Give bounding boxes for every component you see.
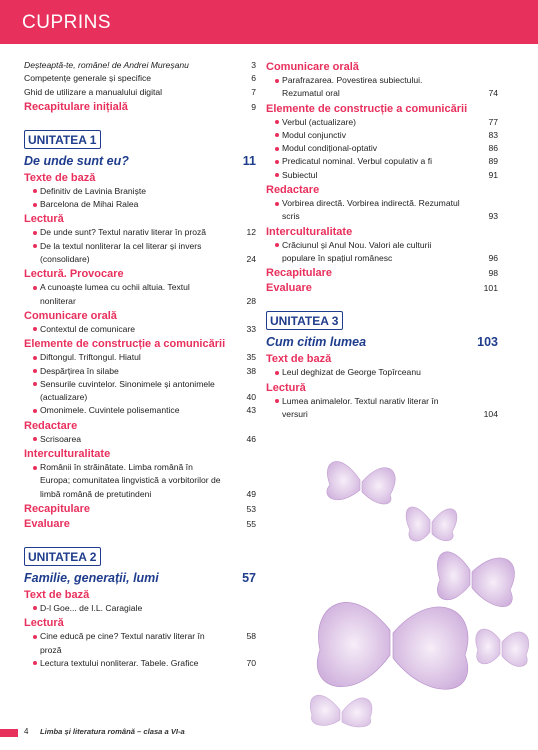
toc-entry-text: Omonimele. Cuvintele polisemantice — [40, 405, 180, 416]
toc-entry[interactable] — [24, 365, 256, 378]
toc-entry-page: 9 — [251, 101, 256, 112]
toc-entry-page: 74 — [488, 88, 498, 99]
toc-section-evaluare[interactable]: Evaluare 101 — [266, 282, 498, 295]
toc-entry-text: A cunoaște lumea cu ochii altuia. Textul nonliterar — [40, 282, 190, 306]
toc-entry[interactable] — [24, 378, 256, 405]
toc-entry-text: Crăciunul și Anul Nou. Valori ale culturii populare în spațiul românesc — [282, 239, 432, 263]
toc-entry-page: 35 — [246, 352, 256, 363]
toc-entry[interactable] — [266, 366, 498, 379]
toc-entry-page: 91 — [488, 169, 498, 180]
toc-entry[interactable] — [24, 281, 256, 308]
toc-entry[interactable] — [24, 323, 256, 336]
toc-entry[interactable] — [24, 72, 256, 85]
toc-entry-page: 58 — [246, 631, 256, 642]
toc-entry-text: Sensurile cuvintelor. Sinonimele și antonimele (actualizare) — [40, 378, 215, 403]
toc-entry-page: 83 — [488, 129, 498, 140]
section-heading: Text de bază — [24, 588, 90, 601]
unit-title-3[interactable]: Cum citim lumea 103 — [266, 335, 498, 350]
butterfly-icon — [437, 552, 514, 607]
page-title: CUPRINS — [22, 12, 112, 33]
toc-entry-text: Vorbirea directă. Vorbirea indirectă. Rezumatul scris — [282, 198, 460, 222]
unit-title-2[interactable]: Familie, generații, lumi 57 — [24, 570, 256, 585]
section-heading: Comunicare orală — [24, 309, 117, 322]
toc-entry-text: De unde sunt? Textul narativ literar în proză — [40, 227, 207, 238]
toc-entry-text: Despărțirea în silabe — [40, 365, 119, 376]
toc-entry[interactable] — [24, 351, 256, 364]
section-heading: Elemente de construcție a comunicării — [24, 338, 226, 351]
toc-entry[interactable] — [24, 433, 256, 446]
section-heading: Lectură. Provocare — [24, 268, 124, 281]
footer-book-title: Limba și literatura română – clasa a VI-a — [40, 727, 185, 736]
toc-column-right — [266, 59, 498, 421]
toc-entry[interactable] — [24, 630, 256, 657]
butterfly-icon — [406, 507, 457, 541]
unit-label-1: UNITATEA 1 — [24, 130, 101, 149]
toc-entry[interactable] — [24, 657, 256, 670]
section-heading: Interculturalitate — [24, 448, 111, 461]
section-heading: Redactare — [266, 184, 320, 197]
toc-entry-text: Leul deghizat de George Topîrceanu — [282, 367, 421, 378]
toc-entry[interactable] — [266, 239, 498, 266]
toc-entry-text: Verbul (actualizare) — [282, 116, 357, 127]
toc-entry-text: Competențe generale și specifice — [24, 73, 152, 84]
toc-entry-text: Lectura textului nonliterar. Tabele. Grafice — [40, 657, 199, 668]
unit-label-3: UNITATEA 3 — [266, 311, 343, 330]
section-heading: Elemente de construcție a comunicării — [266, 102, 468, 115]
toc-entry[interactable] — [266, 155, 498, 168]
toc-entry-page: 12 — [246, 227, 256, 238]
toc-entry[interactable] — [266, 116, 498, 129]
toc-entry-text: Parafrazarea. Povestirea subiectului. Rezumatul oral — [282, 75, 423, 99]
toc-entry[interactable] — [24, 602, 256, 615]
toc-entry-text: Subiectul — [282, 169, 318, 180]
butterfly-icon — [327, 461, 395, 504]
toc-entry-text: Lumea animalelor. Textul narativ literar în versuri — [282, 395, 439, 419]
toc-entry[interactable] — [24, 226, 256, 239]
toc-entry[interactable] — [24, 59, 256, 72]
toc-entry-page: 46 — [246, 433, 256, 444]
butterfly-icon — [310, 695, 372, 727]
toc-entry-page: 86 — [488, 143, 498, 154]
toc-entry-text: Definitiv de Lavinia Braniște — [40, 185, 147, 196]
toc-entry-text: Deșteaptă-te, române! de Andrei Mureșanu — [24, 60, 189, 70]
section-heading: Redactare — [24, 419, 78, 432]
toc-entry[interactable] — [24, 240, 256, 267]
toc-entry-page: 28 — [246, 295, 256, 306]
footer-page-number: 4 — [24, 727, 29, 736]
section-heading: Interculturalitate — [266, 225, 353, 238]
footer-accent-bar — [0, 729, 18, 737]
section-heading: Texte de bază — [24, 171, 96, 184]
unit-title-1[interactable]: De unde sunt eu? 11 — [24, 153, 256, 168]
toc-entry-page: 96 — [488, 252, 498, 263]
toc-column-left — [24, 59, 256, 670]
toc-entry[interactable] — [24, 404, 256, 417]
toc-section-recapitulare-initiala[interactable] — [24, 100, 256, 114]
toc-entry[interactable] — [266, 129, 498, 142]
toc-entry-text: Scrisoarea — [40, 433, 82, 444]
toc-entry[interactable] — [266, 142, 498, 155]
toc-entry[interactable] — [24, 86, 256, 99]
toc-section-recapitulare[interactable]: Recapitulare 98 — [266, 267, 498, 280]
toc-entry-text: De la textul nonliterar la cel literar și invers (consolidare) — [40, 240, 202, 265]
toc-entry-page: 77 — [488, 116, 498, 127]
toc-entry-text: D-l Goe... de I.L. Caragiale — [40, 602, 143, 613]
page-header — [0, 0, 538, 44]
toc-entry[interactable] — [266, 169, 498, 182]
section-heading: Lectură — [24, 617, 64, 630]
toc-entry-text: Barcelona de Mihai Ralea — [40, 199, 139, 210]
toc-entry-page: 104 — [483, 408, 498, 419]
toc-entry-text: Contextul de comunicare — [40, 323, 136, 334]
toc-entry-text: Ghid de utilizare a manualului digital — [24, 86, 163, 97]
toc-entry-page: 3 — [251, 60, 256, 70]
toc-entry[interactable] — [266, 395, 498, 422]
toc-entry-page: 93 — [488, 211, 498, 222]
toc-entry-text: Modul conjunctiv — [282, 129, 347, 140]
toc-entry-page: 24 — [246, 254, 256, 265]
section-heading: Lectură — [24, 213, 64, 226]
toc-entry-page: 6 — [251, 73, 256, 84]
toc-entry[interactable] — [24, 461, 256, 501]
toc-section-evaluare[interactable]: Evaluare 55 — [24, 517, 256, 530]
toc-entry-text: Diftongul. Triftongul. Hiatul — [40, 352, 141, 363]
butterfly-icon — [476, 629, 529, 666]
toc-entry-page: 70 — [246, 657, 256, 668]
toc-entry-page: 38 — [246, 365, 256, 376]
toc-entry-page: 33 — [246, 323, 256, 334]
toc-entry-text: Românii în străinătate. Limba română în Europa; comunitatea lingvistică a vorbitorilor de limbă română de pretutindeni — [40, 462, 221, 499]
toc-section-recapitulare[interactable]: Recapitulare 53 — [24, 502, 256, 515]
toc-entry[interactable] — [24, 198, 256, 211]
toc-entry-page: 43 — [246, 405, 256, 416]
butterfly-icon — [317, 602, 468, 689]
toc-entry-page: 49 — [246, 488, 256, 499]
section-heading: Recapitulare inițială — [24, 100, 128, 113]
toc-entry[interactable] — [24, 185, 256, 198]
section-heading: Comunicare orală — [266, 61, 359, 73]
toc-entry[interactable] — [266, 197, 498, 224]
toc-entry-text: Cine educă pe cine? Textul narativ literar în proză — [40, 631, 205, 655]
toc-entry-page: 89 — [488, 156, 498, 167]
toc-entry-text: Predicatul nominal. Verbul copulativ a fi — [282, 156, 432, 167]
toc-entry-text: Modul condițional-optativ — [282, 143, 378, 154]
section-heading: Lectură — [266, 381, 306, 394]
section-heading: Text de bază — [266, 353, 332, 366]
butterflies-illustration — [300, 440, 538, 730]
toc-entry[interactable] — [266, 74, 498, 101]
toc-entry-page: 40 — [246, 392, 256, 403]
toc-entry-page: 7 — [251, 86, 256, 97]
unit-label-2: UNITATEA 2 — [24, 547, 101, 566]
